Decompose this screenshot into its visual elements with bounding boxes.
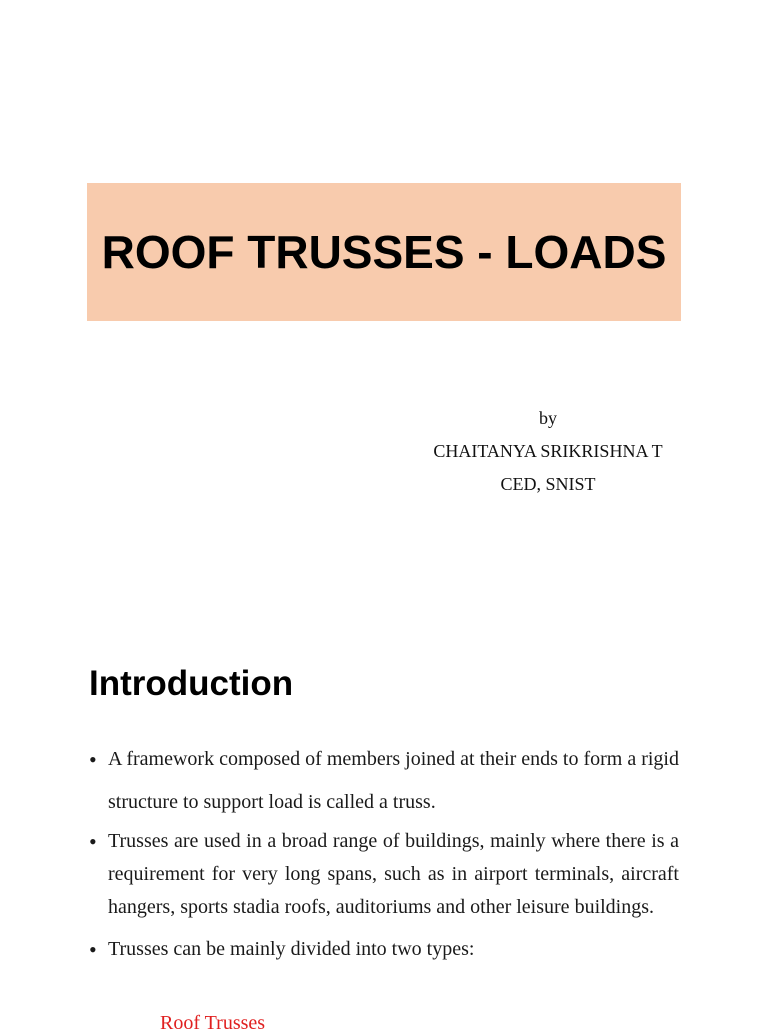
byline-author: CHAITANYA SRIKRISHNA T: [433, 441, 663, 461]
title-banner: [87, 183, 681, 321]
document-title: ROOF TRUSSES - LOADS: [101, 226, 667, 278]
list-item: [89, 738, 679, 824]
byline-affiliation: CED, SNIST: [500, 474, 596, 494]
bullet-icon: •: [89, 747, 97, 772]
list-item: [89, 825, 679, 924]
bullet-icon: •: [89, 829, 97, 854]
byline-by: by: [539, 408, 557, 428]
bullet-list: [89, 738, 679, 974]
list-item: [89, 933, 679, 966]
section-heading: Introduction: [89, 664, 294, 703]
bullet-icon: •: [89, 937, 97, 962]
bullet-text: Trusses can be mainly divided into two types:: [108, 938, 475, 960]
byline: [398, 402, 698, 501]
bullet-text: A framework composed of members joined at their ends to form a rigid structure to support load is called a truss.: [108, 748, 679, 813]
bullet-text: Trusses are used in a broad range of buildings, mainly where there is a requirement for very long spans, such as in airport terminals, aircraft hangers, sports stadia roofs, auditoriums and other leisure buildings.: [108, 830, 679, 918]
sub-list-item: Roof Trusses: [160, 1012, 266, 1034]
